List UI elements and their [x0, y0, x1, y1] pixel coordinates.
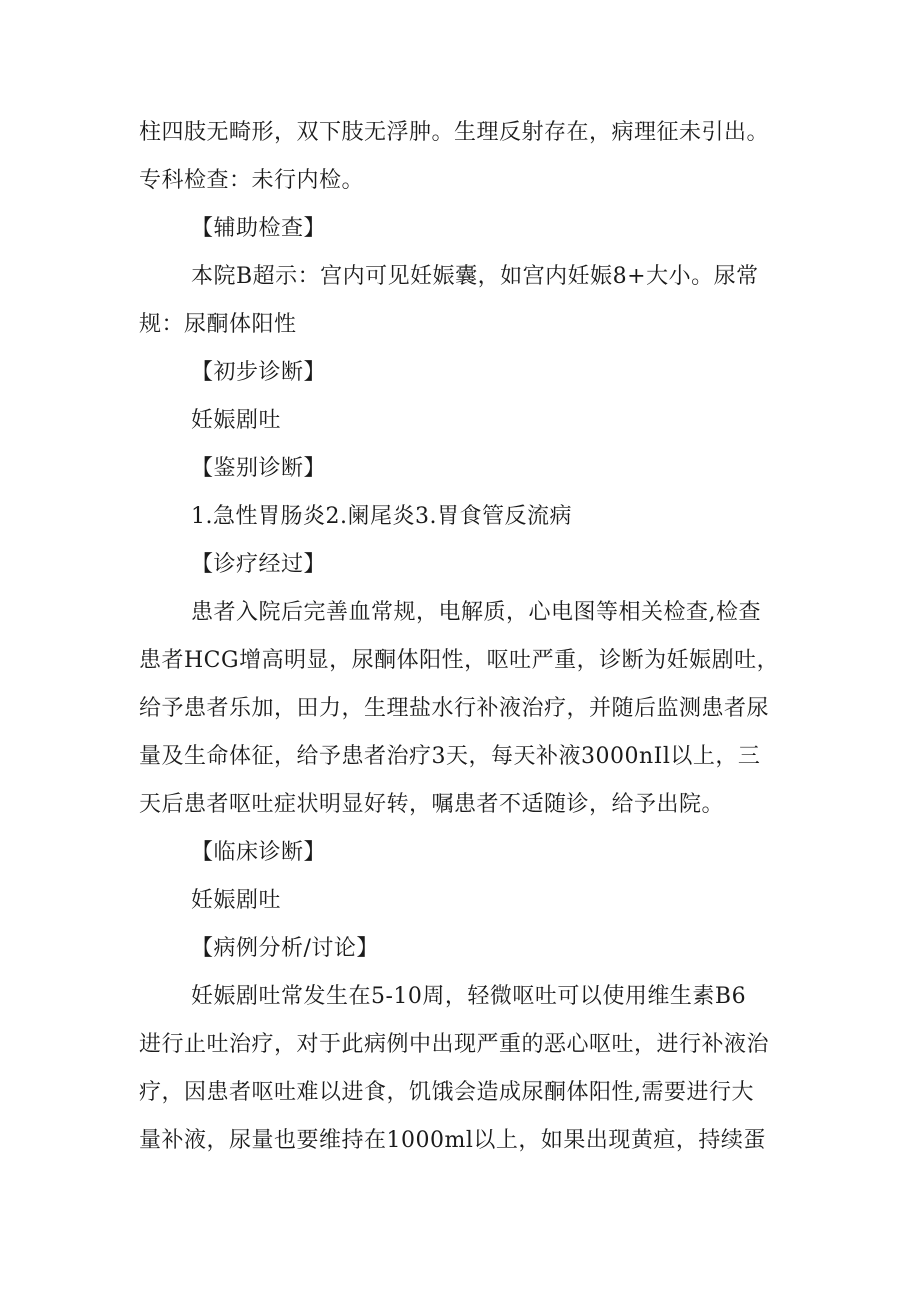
- text-line: 量补液，尿量也要维持在1000ml以上，如果出现黄疸，持续蛋: [139, 1128, 766, 1153]
- text-line: 进行止吐治疗，对于此病例中出现严重的恶心呕吐，进行补液治: [139, 1032, 770, 1057]
- text-line: 疗，因患者呕吐难以进食，饥饿会造成尿酮体阳性,需要进行大: [139, 1080, 754, 1105]
- text-line: 妊娠剧吐常发生在5-10周，轻微呕吐可以使用维生素B6: [191, 984, 747, 1009]
- text-line: 专科检查：未行内检。: [139, 168, 365, 193]
- section-heading: 【病例分析/讨论】: [191, 936, 379, 961]
- section-heading: 【临床诊断】: [191, 840, 327, 865]
- text-line: 柱四肢无畸形，双下肢无浮肿。生理反射存在，病理征未引出。: [139, 120, 770, 145]
- text-line: 妊娠剧吐: [191, 888, 282, 913]
- section-heading: 【辅助检查】: [191, 216, 327, 241]
- text-line: 1.急性胃肠炎2.阑尾炎3.胃食管反流病: [191, 504, 572, 529]
- text-line: 患者HCG增高明显，尿酮体阳性，呕吐严重，诊断为妊娠剧吐，: [139, 648, 780, 673]
- text-line: 妊娠剧吐: [191, 408, 282, 433]
- text-line: 患者入院后完善血常规，电解质，心电图等相关检查,检查: [191, 600, 761, 625]
- text-line: 天后患者呕吐症状明显好转，嘱患者不适随诊，给予出院。: [139, 792, 725, 817]
- section-heading: 【诊疗经过】: [191, 552, 327, 577]
- text-line: 规：尿酮体阳性: [139, 312, 297, 337]
- section-heading: 【初步诊断】: [191, 360, 327, 385]
- text-line: 量及生命体征，给予患者治疗3天，每天补液3000nIl以上，三: [139, 744, 761, 769]
- section-heading: 【鉴别诊断】: [191, 456, 327, 481]
- text-line: 本院B超示：宫内可见妊娠囊，如宫内妊娠8+大小。尿常: [191, 264, 759, 289]
- text-line: 给予患者乐加，田力，生理盐水行补液治疗，并随后监测患者尿: [139, 696, 770, 721]
